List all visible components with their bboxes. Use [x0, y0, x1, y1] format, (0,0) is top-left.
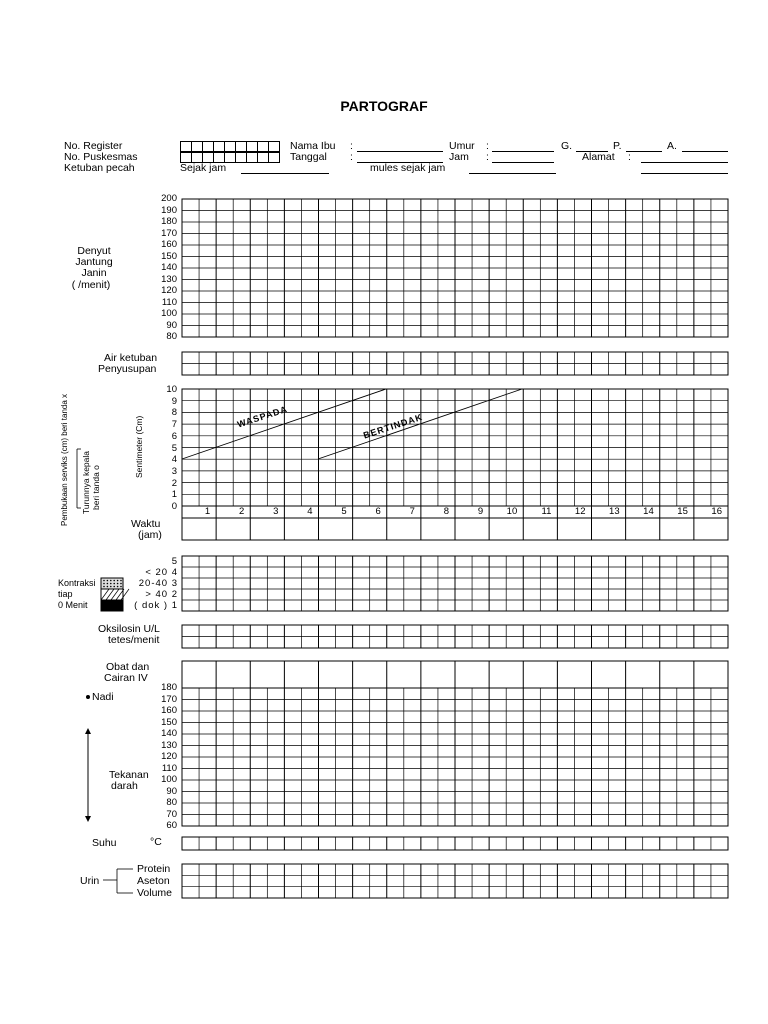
djj-tick: 130: [161, 273, 177, 285]
djj-tick: 150: [161, 250, 177, 262]
waktu-label: Waktu: [131, 518, 161, 530]
penyusupan-label: Penyusupan: [98, 363, 157, 375]
nadi-tick: 140: [161, 728, 177, 739]
serviks-tick: 4: [171, 454, 177, 466]
aseton-label: Aseton: [137, 875, 170, 887]
hour-tick: 3: [273, 506, 279, 517]
djj-tick: 80: [166, 331, 177, 342]
serviks-tick: 6: [171, 430, 177, 442]
djj-tick: 140: [161, 262, 177, 273]
pembukaan-serviks-label: Pembukaan serviks (cm) beri tanda x: [60, 393, 69, 526]
hour-tick: 11: [541, 506, 552, 517]
hour-tick: 9: [477, 506, 484, 517]
suhu-label: Suhu: [92, 837, 117, 849]
nadi-tick: 90: [166, 785, 177, 797]
djj-tick: 190: [161, 204, 177, 216]
colon: :: [628, 151, 631, 163]
kontraksi-row-label: 5: [171, 556, 178, 567]
page-title: PARTOGRAF: [340, 98, 428, 114]
g-label: G.: [561, 140, 573, 152]
air-ketuban-label: Air ketuban: [104, 352, 158, 364]
volume-label: Volume: [137, 887, 173, 899]
nadi-tick: 130: [161, 739, 177, 751]
jam-unit-label: (jam): [138, 529, 162, 541]
hour-tick: 10: [506, 506, 518, 517]
hour-tick: 2: [238, 506, 245, 517]
kontraksi-legend-solid: [101, 600, 123, 611]
tanggal-label: Tanggal: [290, 151, 327, 163]
kontraksi-row-label: < 20 4: [145, 567, 178, 578]
umur-label: Umur: [449, 140, 475, 152]
bertindak-label: BERTINDAK: [362, 411, 425, 441]
urin-label: Urin: [80, 875, 100, 887]
hour-tick: 5: [341, 506, 347, 517]
hour-tick: 4: [307, 506, 313, 517]
colon: :: [350, 140, 353, 152]
nadi-tick: 120: [161, 751, 177, 762]
nadi-tick: 110: [161, 762, 177, 774]
suhu-unit: °C: [150, 836, 162, 848]
djj-tick: 180: [161, 216, 177, 227]
djj-label-2: Jantung: [75, 256, 113, 268]
sentimeter-label: Sentimeter (Cm): [134, 415, 144, 478]
nadi-tick: 170: [161, 693, 177, 705]
p-label: P.: [613, 140, 622, 152]
no-puskesmas-label: No. Puskesmas: [64, 151, 138, 163]
djj-tick: 170: [161, 227, 177, 239]
obat-label: Obat dan: [106, 661, 150, 673]
djj-label-3: Janin: [81, 267, 107, 279]
hour-tick: 8: [443, 506, 449, 517]
jam-label: Jam: [449, 151, 469, 163]
menit-label: 0 Menit: [58, 600, 88, 610]
a-label: A.: [667, 140, 677, 152]
djj-tick: 100: [161, 308, 177, 319]
djj-label-1: Denyut: [77, 245, 111, 257]
tetes-menit-label: tetes/menit: [108, 634, 160, 646]
tekanan-label: Tekanan: [109, 769, 149, 781]
nadi-tick: 150: [161, 716, 177, 728]
oksitosin-label: Oksilosin U/L: [98, 623, 160, 635]
colon: :: [486, 151, 489, 163]
no-register-label: No. Register: [64, 140, 123, 152]
protein-label: Protein: [137, 863, 171, 875]
mules-sejak-jam-label: mules sejak jam: [370, 162, 446, 174]
turunnya-kepala-label: Turunnya kepala: [81, 450, 91, 514]
hour-tick: 7: [409, 506, 415, 517]
serviks-tick: 10: [166, 384, 177, 395]
djj-tick: 110: [161, 296, 177, 308]
darah-label: darah: [111, 780, 138, 792]
nadi-tick: 180: [161, 682, 177, 693]
djj-tick: 200: [161, 193, 177, 204]
ketuban-pecah-label: Ketuban pecah: [64, 162, 135, 174]
waspada-label: WASPADA: [236, 403, 289, 430]
kontraksi-row-label: ( dok ) 1: [134, 600, 178, 611]
hour-tick: 1: [204, 506, 211, 517]
djj-tick: 90: [166, 319, 177, 331]
tiap-label: tiap: [58, 589, 73, 599]
nadi-label: Nadi: [92, 691, 114, 703]
djj-label-4: ( /menit): [71, 279, 111, 291]
kontraksi-row-label: 20-40 3: [138, 578, 178, 589]
hour-tick: 12: [574, 506, 586, 517]
nadi-tick: 60: [166, 820, 177, 831]
nadi-tick: 80: [166, 797, 177, 808]
nadi-tick: 160: [161, 705, 177, 716]
beri-tanda-o-label: beri tanda o: [91, 465, 101, 510]
sejak-jam-label: Sejak jam: [180, 162, 227, 174]
hour-tick: 6: [375, 506, 381, 517]
djj-tick: 120: [161, 285, 177, 296]
serviks-tick: 0: [171, 501, 177, 512]
serviks-tick: 1: [171, 489, 177, 501]
hour-tick: 14: [643, 506, 654, 517]
kontraksi-label: Kontraksi: [58, 578, 96, 588]
nama-ibu-label: Nama Ibu: [290, 140, 336, 152]
kontraksi-row-label: > 40 2: [145, 589, 178, 600]
hour-tick: 16: [711, 506, 722, 517]
serviks-tick: 3: [171, 465, 177, 477]
colon: :: [486, 140, 489, 152]
nadi-dot-icon: [86, 695, 90, 699]
colon: :: [350, 151, 353, 163]
hour-tick: 15: [677, 506, 688, 517]
alamat-label: Alamat: [582, 151, 615, 163]
nadi-tick: 70: [166, 808, 177, 820]
serviks-tick: 5: [171, 442, 177, 454]
serviks-tick: 7: [171, 419, 177, 431]
hour-tick: 13: [609, 506, 620, 517]
djj-tick: 160: [161, 239, 177, 250]
serviks-tick: 8: [171, 407, 177, 419]
cairan-iv-label: Cairan IV: [104, 672, 148, 684]
serviks-tick: 2: [171, 477, 177, 489]
nadi-tick: 100: [161, 774, 177, 785]
serviks-tick: 9: [171, 395, 177, 407]
